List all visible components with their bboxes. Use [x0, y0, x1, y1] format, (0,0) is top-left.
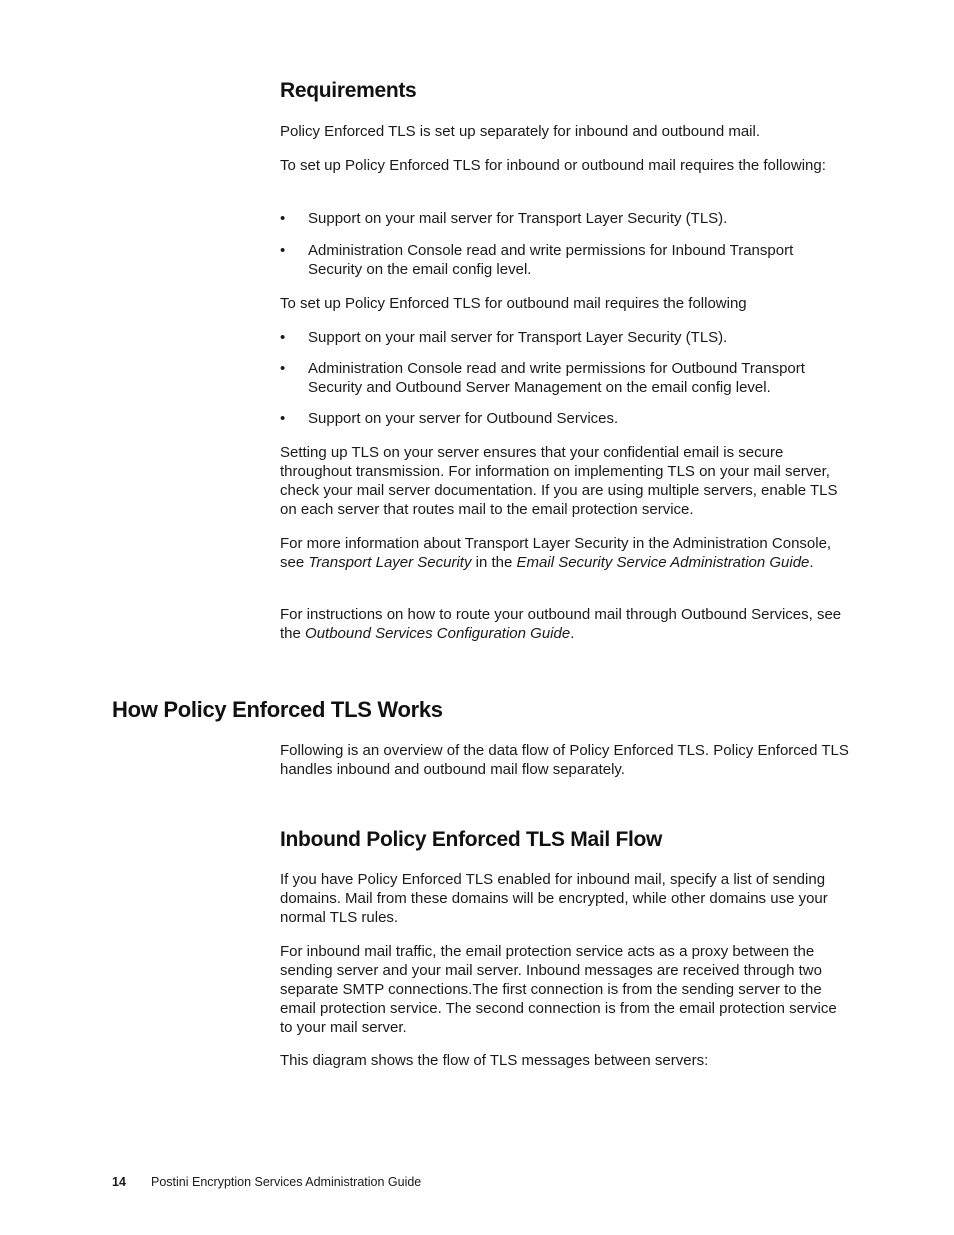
inbound-flow-paragraph-1: If you have Policy Enforced TLS enabled for inbound mail, specify a list of sending domains. Mail from these domains will be encrypted, while other domains use your normal TLS rules. — [280, 871, 828, 926]
requirements-paragraph-5 — [280, 534, 850, 572]
bullet-icon: • — [280, 329, 286, 346]
requirements-paragraph-6 — [280, 605, 850, 643]
requirements-paragraph-4: Setting up TLS on your server ensures that your confidential email is secure throughout transmission. For information on implementing TLS on your mail server, check your mail server documentation. If you are using multiple servers, enable TLS on each server that routes mail to the email protection service. — [280, 444, 838, 518]
email-security-guide-reference: Email Security Service Administration Guide — [516, 554, 810, 571]
footer-title: Postini Encryption Services Administration Guide — [151, 1175, 422, 1189]
bullet-icon: • — [280, 210, 286, 227]
transport-layer-security-reference: Transport Layer Security — [308, 554, 472, 571]
outbound-requirement-item: Support on your mail server for Transport Layer Security (TLS). — [308, 329, 728, 346]
bullet-icon: • — [280, 360, 286, 377]
p5-post: . — [809, 554, 814, 571]
inbound-flow-paragraph-3: This diagram shows the flow of TLS messages between servers: — [280, 1052, 709, 1069]
outbound-services-guide-reference: Outbound Services Configuration Guide — [305, 625, 571, 642]
p6-post: . — [570, 625, 575, 642]
inbound-flow-paragraph-2: For inbound mail traffic, the email protection service acts as a proxy between the sending server and your mail server. Inbound messages are received through two separate SMTP connections.The first connection is from the sending server to the email protection service. The second connection is from the email protection service to your mail server. — [280, 943, 837, 1036]
inbound-requirement-item: Administration Console read and write permissions for Inbound Transport Security on the email config level. — [308, 242, 794, 278]
p5-mid: in the — [471, 554, 517, 571]
how-it-works-paragraph: Following is an overview of the data flow of Policy Enforced TLS. Policy Enforced TLS handles inbound and outbound mail flow separately. — [280, 742, 849, 778]
bullet-icon: • — [280, 410, 286, 427]
requirements-paragraph-2: To set up Policy Enforced TLS for inbound or outbound mail requires the following: — [280, 157, 826, 174]
bullet-icon: • — [280, 242, 286, 259]
requirements-paragraph-3: To set up Policy Enforced TLS for outbound mail requires the following — [280, 295, 747, 312]
requirements-heading: Requirements — [280, 79, 417, 102]
outbound-requirement-item: Support on your server for Outbound Services. — [308, 410, 619, 427]
requirements-paragraph-1: Policy Enforced TLS is set up separately for inbound and outbound mail. — [280, 123, 761, 140]
p5-pre: For more information about Transport Layer Security in the Administration Console, see — [280, 535, 832, 571]
page-number: 14 — [112, 1175, 126, 1189]
outbound-requirement-item: Administration Console read and write permissions for Outbound Transport Security and Outbound Server Management on the email config level. — [308, 360, 805, 396]
inbound-requirement-item: Support on your mail server for Transport Layer Security (TLS). — [308, 210, 728, 227]
p6-pre: For instructions on how to route your outbound mail through Outbound Services, see the — [280, 606, 842, 642]
how-it-works-heading: How Policy Enforced TLS Works — [112, 697, 443, 722]
inbound-flow-heading: Inbound Policy Enforced TLS Mail Flow — [280, 828, 663, 851]
